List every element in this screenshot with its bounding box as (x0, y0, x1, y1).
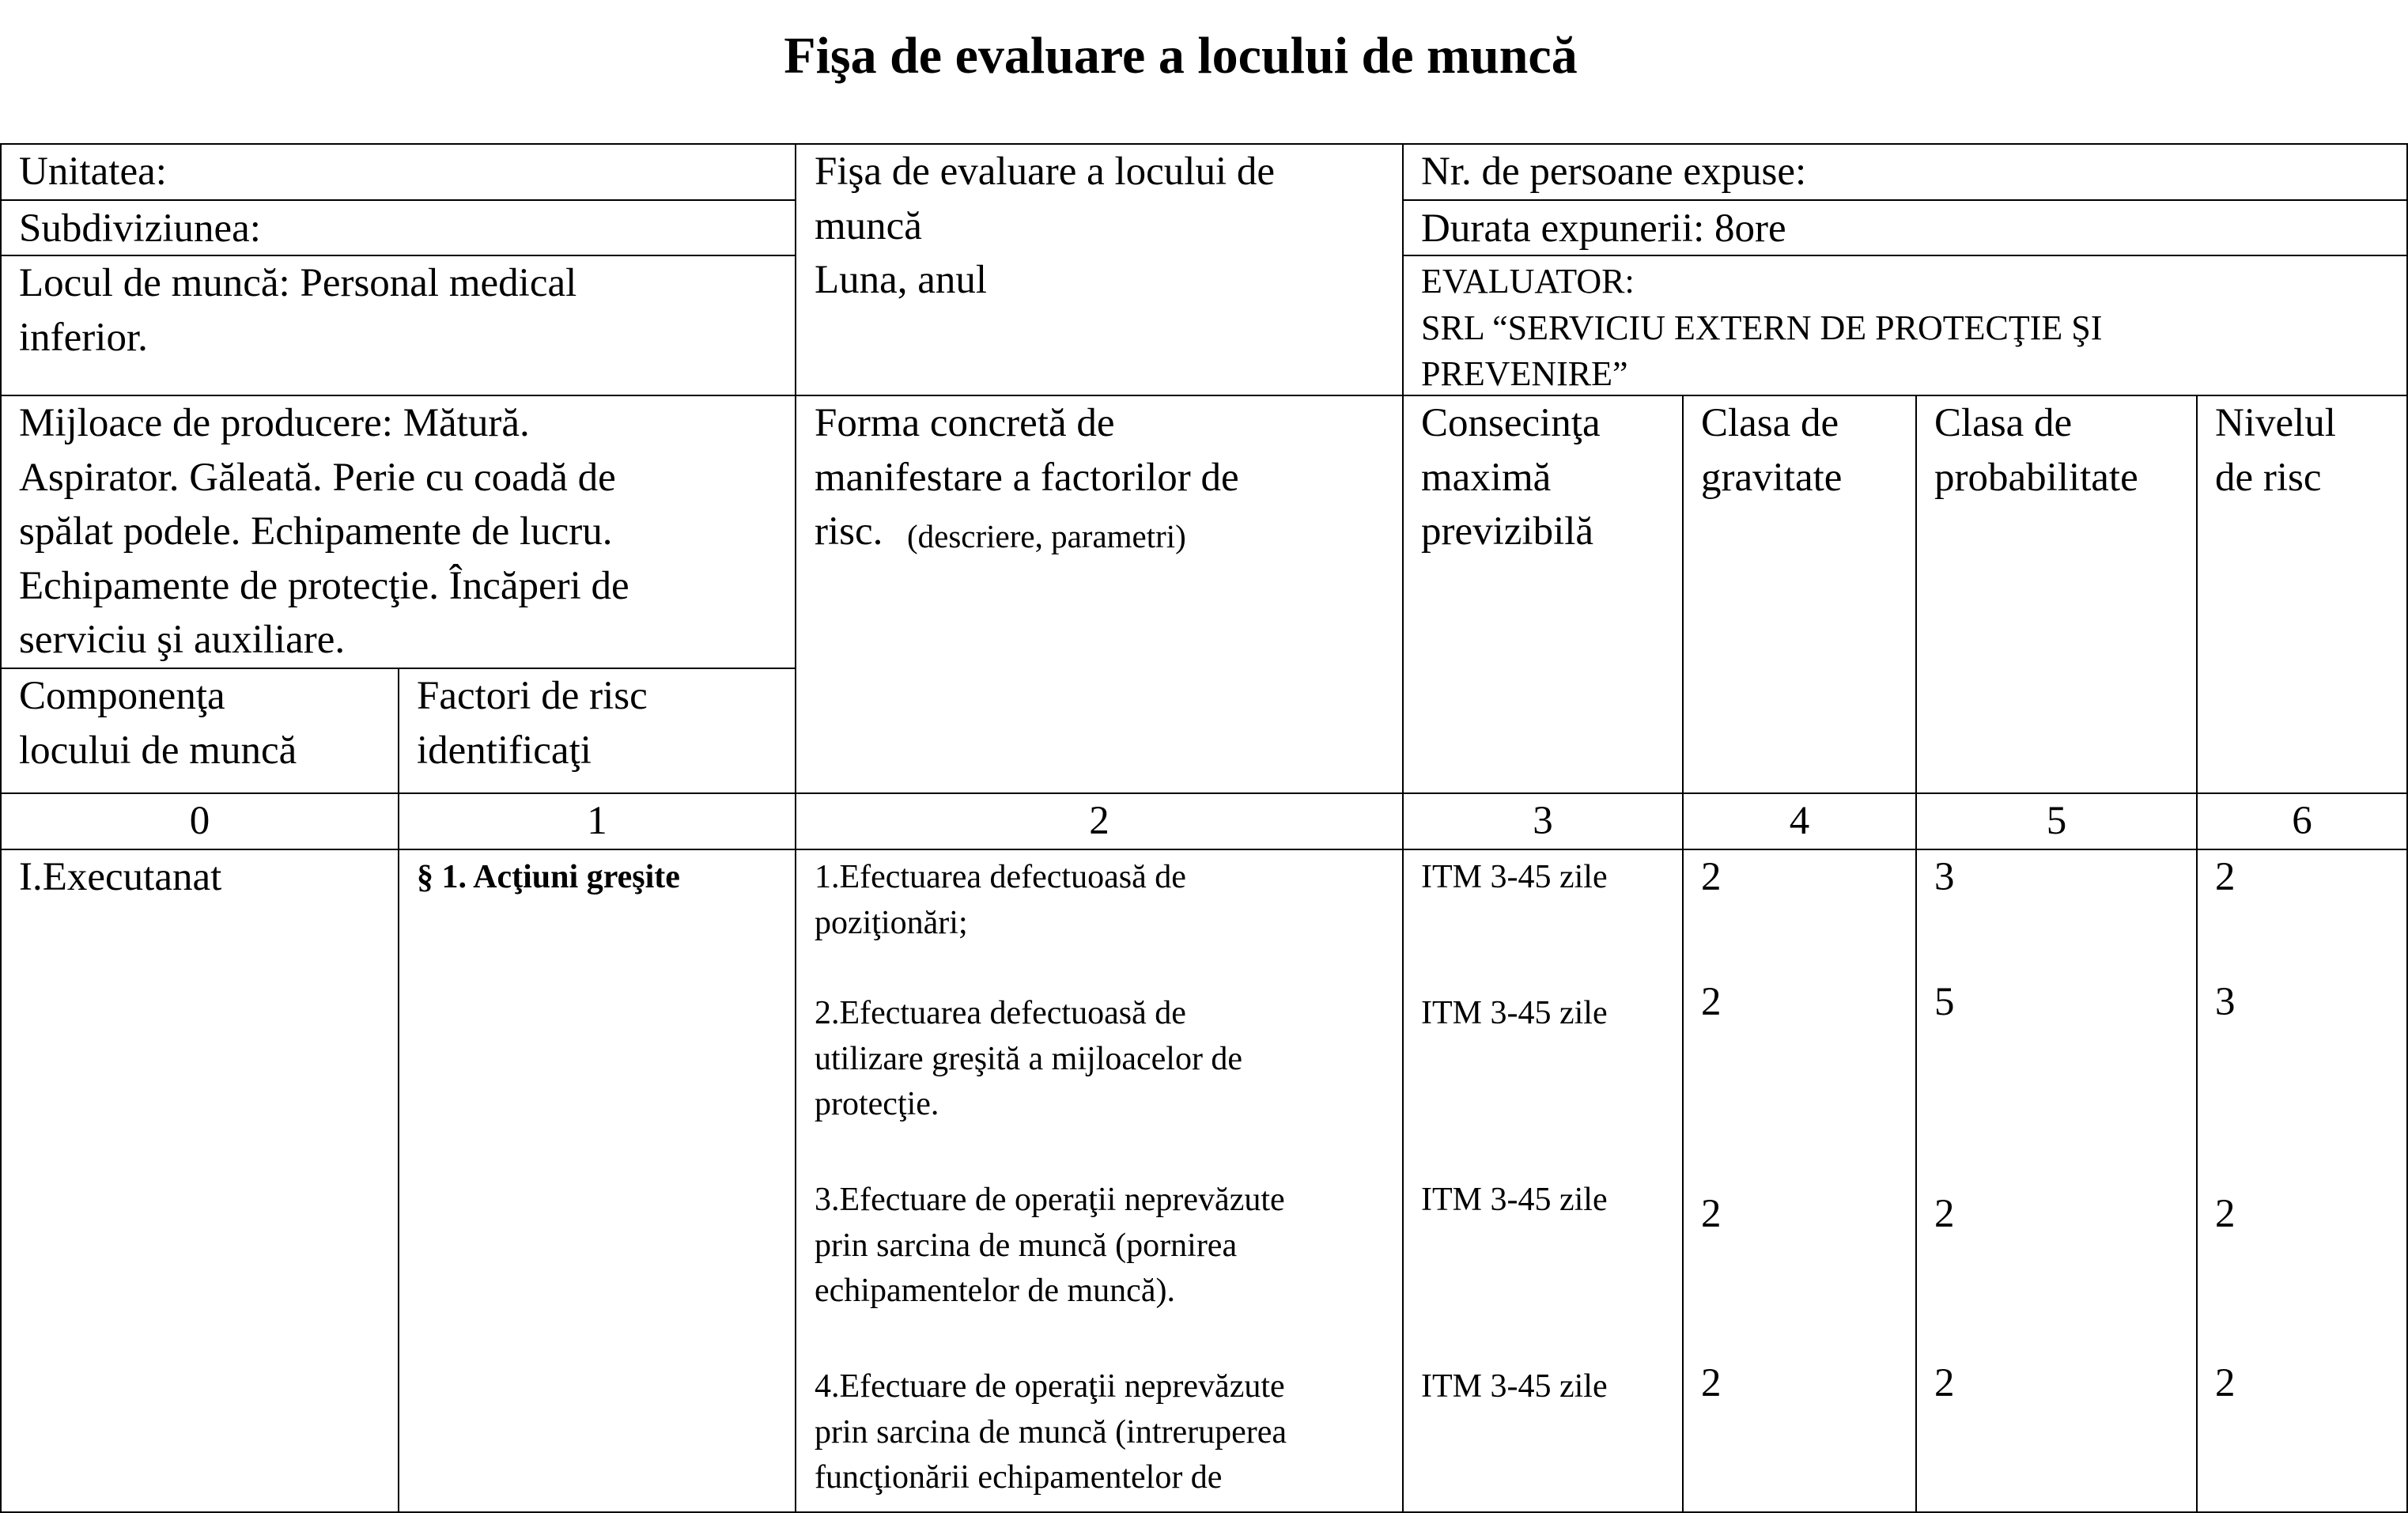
consecinta-header-cell (1402, 395, 1684, 794)
column-number-4: 4 (1789, 799, 1810, 843)
description-column (795, 849, 1404, 1513)
column-number-5: 5 (2046, 799, 2067, 843)
probability-value: 5 (1934, 980, 1955, 1024)
mijloace-label: Mijloace de producere: Mătură. Aspirator. Găleată. Perie cu coadă de spălat podele. Echipamente de lucru. Echipamente de protecţie. Încăperi de serviciu şi auxiliare. (19, 401, 629, 662)
risk-description: 1.Efectuarea defectuoasă de poziţionări; (815, 859, 1186, 941)
gravity-value: 2 (1701, 855, 1722, 899)
risk-level-value: 2 (2215, 1192, 2236, 1236)
durata-label: Durata expunerii: 8ore (1421, 206, 1786, 251)
factori-header: Factori de risc identificaţi (417, 674, 648, 773)
nivel-header-cell (2196, 395, 2408, 794)
locul-cell (0, 255, 796, 396)
componenta-header: Componenţa locului de muncă (19, 674, 297, 773)
unitatea-cell (0, 143, 796, 201)
unitatea-label: Unitatea: (19, 149, 167, 194)
column-number-1: 1 (587, 799, 607, 843)
risk-description: 2.Efectuarea defectuoasă de utilizare greşită a mijloacelor de protecţie. (815, 995, 1243, 1122)
fisa-cell (795, 143, 1404, 396)
probabilitate-header: Clasa de probabilitate (1934, 401, 2138, 500)
component-label: I.Executanat (19, 855, 222, 899)
forma-header: Forma concretă de manifestare a factorilor de risc. (815, 401, 1239, 554)
column-number-0: 0 (189, 799, 210, 843)
probability-value: 2 (1934, 1361, 1955, 1405)
column-number-cell-5 (1915, 792, 2198, 850)
consecinta-header: Consecinţa maximă previzibilă (1421, 401, 1601, 554)
risk-description: 4.Efectuare de operaţii neprevăzute prin sarcina de muncă (intreruperea funcţionării echipamentelor de (815, 1368, 1287, 1496)
probabilitate-header-cell (1915, 395, 2198, 794)
mijloace-cell (0, 395, 796, 669)
factor-cell (398, 849, 796, 1513)
forma-header-cell (795, 395, 1404, 794)
factori-header-cell (398, 668, 796, 794)
probability-value: 2 (1934, 1192, 1955, 1236)
gravitate-header: Clasa de gravitate (1701, 401, 1843, 500)
fisa-period-label: Fişa de evaluare a locului de muncă Luna, anul (815, 149, 1276, 302)
column-number-cell-3 (1402, 792, 1684, 850)
consequence-column (1402, 849, 1684, 1513)
gravity-value: 2 (1701, 1361, 1722, 1405)
risk-level-value: 3 (2215, 980, 2236, 1024)
evaluator-label: EVALUATOR: SRL “SERVICIU EXTERN DE PROTECŢIE ŞI PREVENIRE” (1421, 262, 2103, 393)
consequence-value: ITM 3-45 zile (1421, 1182, 1608, 1218)
factor-label: § 1. Acţiuni greşite (417, 859, 680, 895)
risk-level-column (2196, 849, 2408, 1513)
column-number-cell-2 (795, 792, 1404, 850)
column-number-cell-1 (398, 792, 796, 850)
nr-persoane-cell (1402, 143, 2408, 201)
column-number-cell-4 (1682, 792, 1917, 850)
component-cell (0, 849, 399, 1513)
durata-cell (1402, 199, 2408, 256)
gravity-value: 2 (1701, 1192, 1722, 1236)
column-number-cell-6 (2196, 792, 2408, 850)
nr-persoane-label: Nr. de persoane expuse: (1421, 149, 1807, 194)
probability-column (1915, 849, 2198, 1513)
componenta-header-cell (0, 668, 399, 794)
gravity-column (1682, 849, 1917, 1513)
document-title: Fişa de evaluare a locului de muncă (784, 27, 1578, 85)
subdiviziunea-cell (0, 199, 796, 256)
column-number-6: 6 (2292, 799, 2312, 843)
consequence-value: ITM 3-45 zile (1421, 1368, 1608, 1405)
subdiviziunea-label: Subdiviziunea: (19, 206, 261, 251)
consequence-value: ITM 3-45 zile (1421, 995, 1608, 1031)
nivel-header: Nivelul de risc (2215, 401, 2336, 500)
probability-value: 3 (1934, 855, 1955, 899)
risk-description: 3.Efectuare de operaţii neprevăzute prin sarcina de muncă (pornirea echipamentelor de muncă). (815, 1182, 1285, 1309)
gravity-value: 2 (1701, 980, 1722, 1024)
gravitate-header-cell (1682, 395, 1917, 794)
locul-de-munca-label: Locul de muncă: Personal medical inferior. (19, 261, 577, 360)
column-number-3: 3 (1533, 799, 1553, 843)
column-number-cell-0 (0, 792, 399, 850)
column-number-2: 2 (1089, 799, 1109, 843)
risk-level-value: 2 (2215, 855, 2236, 899)
evaluator-cell (1402, 255, 2408, 396)
consequence-value: ITM 3-45 zile (1421, 859, 1608, 895)
risk-level-value: 2 (2215, 1361, 2236, 1405)
forma-header-note: (descriere, parametri) (907, 518, 1186, 554)
